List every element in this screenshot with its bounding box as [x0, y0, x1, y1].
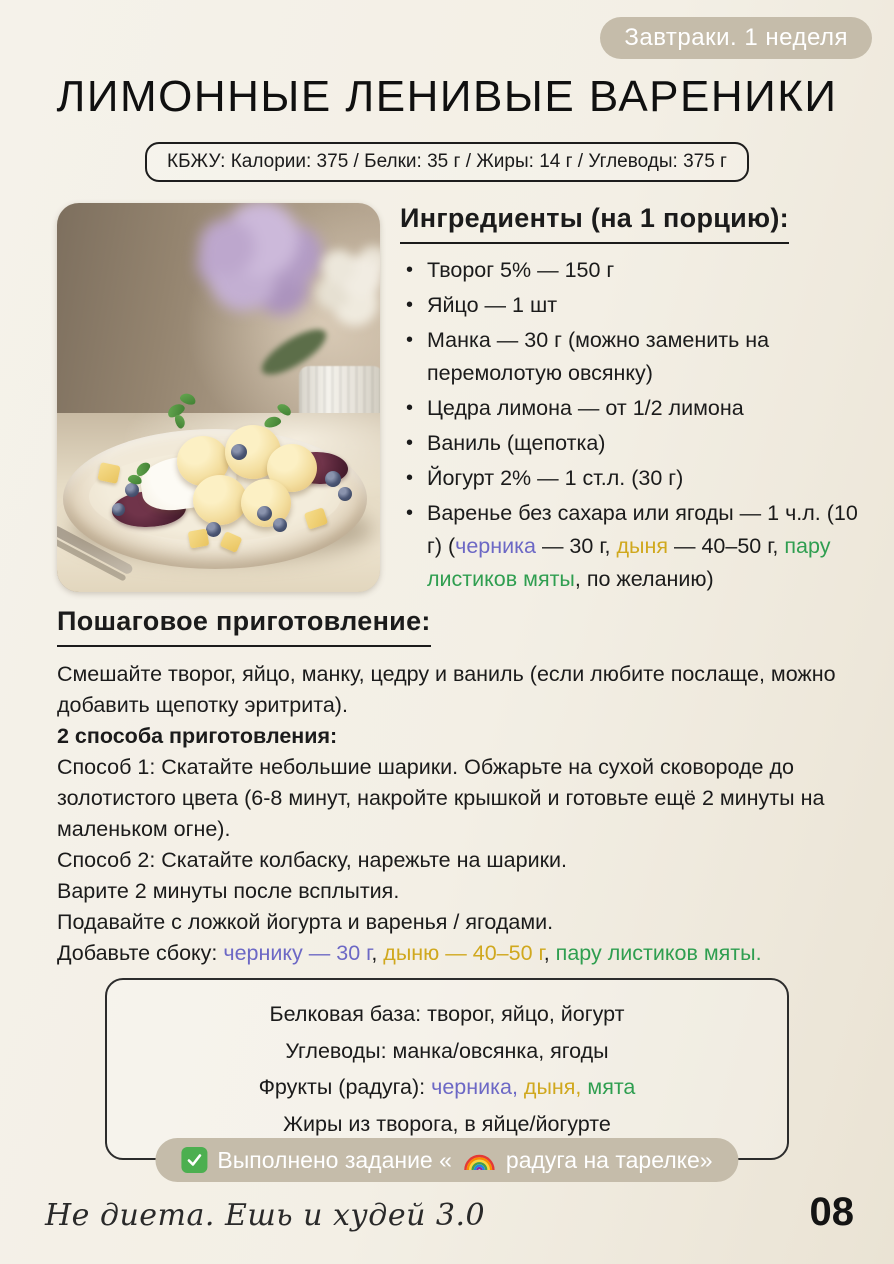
summary-text: Углеводы: манка/овсянка, ягоды	[285, 1038, 609, 1063]
ingredients-section	[400, 203, 878, 598]
photo-blueberry	[125, 483, 139, 497]
photo-blueberry	[206, 522, 221, 537]
preparation-text: Способ 2: Скатайте колбаску, нарежьте на шарики.	[57, 848, 567, 872]
ingredient-item	[400, 462, 878, 495]
preparation-text-melon: дыню — 40–50 г	[383, 941, 544, 965]
summary-text: Жиры из творога, в яйце/йогурте	[283, 1111, 611, 1136]
ingredient-item	[400, 497, 878, 596]
preparation-text: Способ 1: Скатайте небольшие шарики. Обжарьте на сухой сковороде до золотистого цвета (6-8 минут, накройте крышкой и готовьте ещё 2 минуты на маленьком огне).	[57, 755, 825, 841]
ingredient-item	[400, 289, 878, 322]
photo-dumpling	[193, 475, 247, 525]
summary-line	[131, 1106, 763, 1143]
ingredient-text: Варенье без сахара или ягоды — 1 ч.л. (10 г) (	[427, 501, 858, 558]
preparation-line	[57, 907, 863, 938]
preparation-line	[57, 752, 863, 845]
kbju-badge: КБЖУ: Калории: 375 / Белки: 35 г / Жиры: 14 г / Углеводы: 375 г	[145, 142, 749, 182]
preparation-text-blueberry: чернику — 30 г	[223, 941, 372, 965]
nutrition-summary-box	[105, 978, 789, 1160]
preparation-text: ,	[371, 941, 384, 965]
preparation-line	[57, 938, 863, 969]
preparation-line	[57, 876, 863, 907]
page-number: 08	[809, 1190, 854, 1234]
photo-hydrangea-flowers	[199, 219, 255, 275]
task-completed-badge	[155, 1138, 738, 1182]
summary-text-blueberry: черника,	[431, 1075, 518, 1099]
preparation-heading: Пошаговое приготовление:	[57, 606, 431, 647]
ingredient-text: Йогурт 2% — 1 ст.л. (30 г)	[427, 466, 684, 490]
ingredient-text: Цедра лимона — от 1/2 лимона	[427, 396, 744, 420]
preparation-section	[57, 606, 863, 969]
summary-line	[131, 1069, 763, 1106]
preparation-text: 2 способа приготовления:	[57, 724, 338, 748]
preparation-text: Добавьте сбоку:	[57, 941, 224, 965]
preparation-text: Смешайте творог, яйцо, манку, цедру и ваниль (если любите послаще, можно добавить щепотку эритрита).	[57, 662, 836, 717]
preparation-line	[57, 721, 863, 752]
ingredient-text: — 40–50 г,	[668, 534, 785, 558]
ingredient-item	[400, 324, 878, 390]
page-title: ЛИМОННЫЕ ЛЕНИВЫЕ ВАРЕНИКИ	[56, 72, 838, 121]
summary-line	[131, 1033, 763, 1070]
ingredient-text: , по желанию)	[574, 567, 714, 591]
task-text: радуга на тарелке»	[505, 1146, 713, 1173]
photo-blueberry	[338, 487, 352, 501]
ingredients-heading: Ингредиенты (на 1 порцию):	[400, 203, 789, 244]
week-badge: Завтраки. 1 неделя	[600, 17, 872, 59]
rainbow-icon	[464, 1151, 496, 1170]
summary-text: Фрукты (радуга):	[258, 1075, 432, 1099]
preparation-line	[57, 659, 863, 721]
preparation-text: Варите 2 минуты после всплытия.	[57, 879, 400, 903]
ingredient-item	[400, 427, 878, 460]
ingredient-text-melon: дыня	[616, 534, 668, 558]
summary-text-melon: дыня,	[523, 1075, 582, 1099]
task-text: Выполнено задание «	[217, 1146, 452, 1173]
brand-signature: Не диета. Ешь и худей 3.0	[45, 1198, 486, 1233]
dish-photo	[57, 203, 380, 592]
preparation-body	[57, 659, 863, 969]
ingredient-text: Яйцо — 1 шт	[427, 293, 558, 317]
ingredient-text: — 30 г,	[535, 534, 617, 558]
preparation-line	[57, 845, 863, 876]
ingredient-text: Манка — 30 г (можно заменить на перемолотую овсянку)	[427, 328, 770, 385]
summary-text-mint: мята	[587, 1075, 636, 1099]
summary-text: Белковая база: творог, яйцо, йогурт	[269, 1002, 625, 1026]
ingredient-text-mint: пару листиков мяты	[427, 534, 831, 591]
ingredient-item	[400, 392, 878, 425]
photo-melon-cube	[188, 528, 210, 548]
preparation-text: ,	[543, 941, 556, 965]
preparation-text: Подавайте с ложкой йогурта и варенья / ягодами.	[57, 910, 554, 934]
check-mark-icon	[181, 1147, 207, 1173]
ingredient-text-blueberry: черника	[455, 534, 536, 558]
photo-white-flowers	[322, 250, 356, 284]
photo-melon-cube	[97, 462, 120, 484]
preparation-text-mint: пару листиков мяты.	[555, 941, 762, 965]
ingredients-list	[400, 254, 878, 596]
ingredient-text: Творог 5% — 150 г	[427, 258, 615, 282]
photo-blueberry	[112, 503, 125, 516]
ingredient-item	[400, 254, 878, 287]
ingredient-text: Ваниль (щепотка)	[427, 431, 606, 455]
summary-line	[131, 996, 763, 1033]
